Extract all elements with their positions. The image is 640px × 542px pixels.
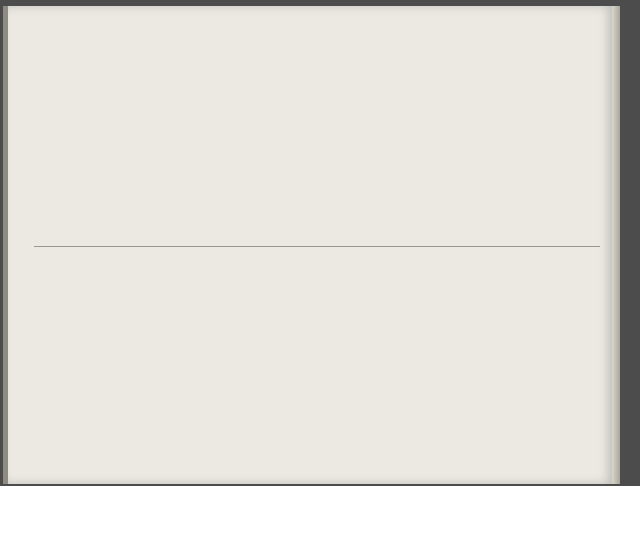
- bottom-entry-band: [34, 256, 600, 452]
- document-page: [8, 6, 614, 484]
- page-edge: [612, 6, 620, 484]
- identifier-caption: [0, 490, 640, 542]
- top-entry-band: [34, 56, 600, 242]
- section-divider: [34, 246, 600, 247]
